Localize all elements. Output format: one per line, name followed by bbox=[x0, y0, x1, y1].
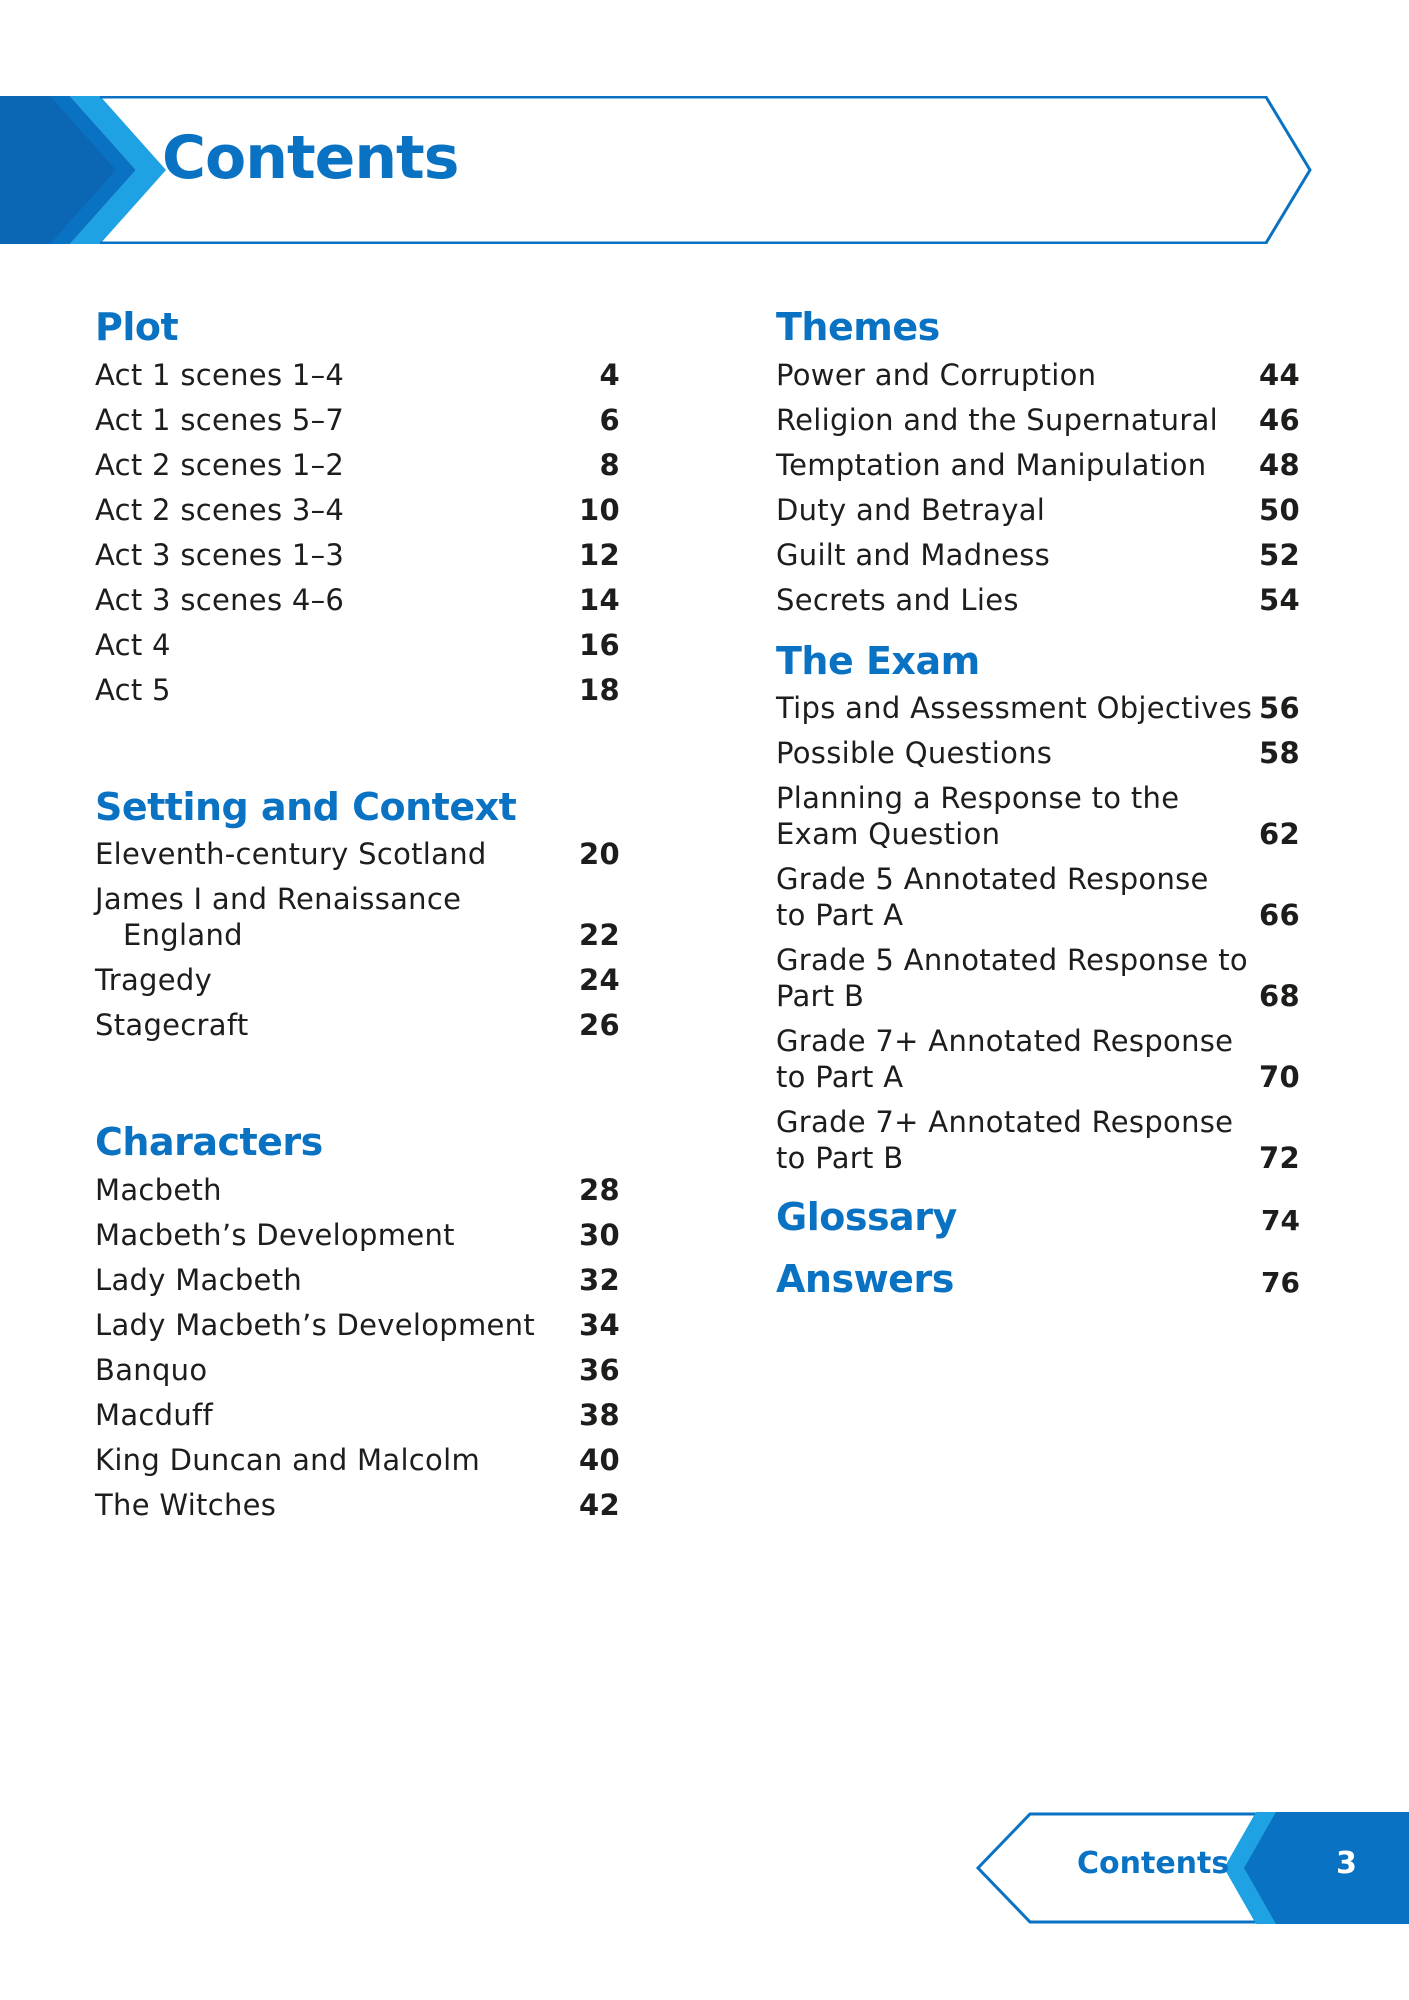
entry-page: 22 bbox=[579, 918, 620, 953]
entry-title: Guilt and Madness bbox=[776, 537, 1051, 572]
entry-page: 8 bbox=[599, 447, 620, 482]
entry-title-line-1: Grade 7+ Annotated Response bbox=[776, 1105, 1234, 1140]
entry-page: 26 bbox=[579, 1008, 620, 1043]
entry-title: Temptation and Manipulation bbox=[776, 447, 1207, 482]
entry-title-line-2: England bbox=[123, 918, 243, 953]
toc-entry[interactable] bbox=[776, 731, 1300, 776]
entry-title-line-1: James I and Renaissance bbox=[95, 882, 462, 917]
toc-entry[interactable] bbox=[95, 1483, 620, 1528]
toc-entry[interactable] bbox=[95, 1168, 620, 1213]
entry-page: 16 bbox=[579, 627, 620, 662]
contents-banner bbox=[0, 96, 1320, 244]
entry-page: 58 bbox=[1259, 736, 1300, 771]
entry-page: 66 bbox=[1259, 898, 1300, 933]
entry-title-line-1: Planning a Response to the bbox=[776, 781, 1180, 816]
entry-page: 74 bbox=[1261, 1204, 1300, 1238]
toc-entry[interactable] bbox=[95, 1348, 620, 1393]
toc-entry[interactable] bbox=[95, 1258, 620, 1303]
section-plot bbox=[95, 305, 620, 713]
toc-entry[interactable] bbox=[95, 1003, 620, 1048]
section-heading: The Exam bbox=[776, 638, 980, 683]
toc-entry[interactable] bbox=[95, 958, 620, 1003]
entry-title: Power and Corruption bbox=[776, 357, 1097, 392]
entry-title: Eleventh-century Scotland bbox=[95, 837, 487, 872]
footer-label: Contents bbox=[1077, 1846, 1230, 1881]
entry-page: 36 bbox=[579, 1352, 620, 1387]
toc-entry[interactable] bbox=[95, 668, 620, 713]
section-heading: Themes bbox=[776, 305, 940, 349]
section-heading: Answers bbox=[776, 1256, 954, 1301]
section-heading: Glossary bbox=[776, 1195, 957, 1240]
contents-right-column bbox=[776, 305, 1300, 1304]
entry-page: 48 bbox=[1259, 447, 1300, 482]
section-the-exam bbox=[776, 639, 1300, 1182]
toc-entry[interactable] bbox=[776, 686, 1300, 731]
toc-entry[interactable] bbox=[776, 1100, 1300, 1181]
footer-contents-tab[interactable] bbox=[976, 1812, 1409, 1924]
section-setting-and-context bbox=[95, 785, 620, 1049]
toc-entry-answers[interactable] bbox=[776, 1257, 1300, 1305]
entry-page: 30 bbox=[579, 1217, 620, 1252]
page-number: 3 bbox=[1336, 1846, 1357, 1881]
entry-title: Act 4 bbox=[95, 627, 171, 662]
entry-title: Tragedy bbox=[95, 963, 213, 998]
entry-page: 70 bbox=[1259, 1060, 1300, 1095]
entry-title: Lady Macbeth bbox=[95, 1262, 303, 1297]
entry-title-line-2: to Part A bbox=[776, 1060, 904, 1095]
entry-title: Banquo bbox=[95, 1352, 208, 1387]
entry-title-line-2: Exam Question bbox=[776, 817, 1001, 852]
toc-entry[interactable] bbox=[95, 1393, 620, 1438]
entry-title: Act 1 scenes 5–7 bbox=[95, 402, 345, 437]
entry-title: Act 1 scenes 1–4 bbox=[95, 357, 345, 392]
entry-page: 56 bbox=[1259, 691, 1300, 726]
entry-title: Secrets and Lies bbox=[776, 582, 1019, 617]
section-heading: Plot bbox=[95, 305, 179, 349]
section-characters bbox=[95, 1120, 620, 1528]
entry-page: 76 bbox=[1261, 1265, 1300, 1299]
entry-page: 46 bbox=[1259, 402, 1300, 437]
entry-page: 18 bbox=[579, 672, 620, 707]
section-themes bbox=[776, 305, 1300, 623]
entry-page: 38 bbox=[579, 1397, 620, 1432]
entry-page: 72 bbox=[1259, 1141, 1300, 1176]
entry-page: 28 bbox=[579, 1172, 620, 1207]
entry-title-line-2: Part B bbox=[776, 979, 865, 1014]
toc-entry[interactable] bbox=[95, 398, 620, 443]
entry-title: Stagecraft bbox=[95, 1008, 249, 1043]
toc-entry[interactable] bbox=[95, 1438, 620, 1483]
entry-title: Act 5 bbox=[95, 672, 171, 707]
entry-page: 6 bbox=[599, 402, 620, 437]
section-heading: Setting and Context bbox=[95, 784, 517, 829]
entry-page: 24 bbox=[579, 963, 620, 998]
toc-entry[interactable] bbox=[95, 533, 620, 578]
entry-page: 40 bbox=[579, 1442, 620, 1477]
toc-entry[interactable] bbox=[776, 443, 1300, 488]
entry-title: King Duncan and Malcolm bbox=[95, 1442, 481, 1477]
toc-entry[interactable] bbox=[776, 578, 1300, 623]
entry-page: 42 bbox=[579, 1487, 620, 1522]
entry-title: Act 3 scenes 1–3 bbox=[95, 537, 345, 572]
entry-title-line-1: Grade 7+ Annotated Response bbox=[776, 1024, 1234, 1059]
toc-entry[interactable] bbox=[776, 938, 1300, 1019]
entry-title: Macbeth bbox=[95, 1172, 222, 1207]
entry-title-line-2: to Part B bbox=[776, 1141, 904, 1176]
entry-page: 52 bbox=[1259, 537, 1300, 572]
toc-entry[interactable] bbox=[95, 443, 620, 488]
entry-page: 50 bbox=[1259, 492, 1300, 527]
entry-title: Macduff bbox=[95, 1397, 214, 1432]
page-title: Contents bbox=[162, 123, 459, 193]
toc-entry[interactable] bbox=[776, 488, 1300, 533]
entry-title: Possible Questions bbox=[776, 736, 1053, 771]
entry-title-line-1: Grade 5 Annotated Response to bbox=[776, 943, 1248, 978]
entry-title-line-1: Grade 5 Annotated Response bbox=[776, 862, 1209, 897]
entry-title-line-2: to Part A bbox=[776, 898, 904, 933]
toc-entry[interactable] bbox=[95, 623, 620, 668]
entry-page: 12 bbox=[579, 537, 620, 572]
entry-page: 34 bbox=[579, 1307, 620, 1342]
entry-title: Act 3 scenes 4–6 bbox=[95, 582, 345, 617]
toc-entry[interactable] bbox=[776, 353, 1300, 398]
toc-entry[interactable] bbox=[95, 1303, 620, 1348]
entry-page: 20 bbox=[579, 837, 620, 872]
toc-entry[interactable] bbox=[95, 488, 620, 533]
entry-title: Duty and Betrayal bbox=[776, 492, 1046, 527]
section-heading: Characters bbox=[95, 1120, 323, 1165]
entry-title: Tips and Assessment Objectives bbox=[776, 691, 1253, 726]
toc-entry[interactable] bbox=[95, 877, 620, 958]
toc-entry[interactable] bbox=[95, 353, 620, 398]
entry-title: Lady Macbeth’s Development bbox=[95, 1307, 536, 1342]
entry-title: Religion and the Supernatural bbox=[776, 402, 1219, 437]
entry-page: 54 bbox=[1259, 582, 1300, 617]
toc-entry[interactable] bbox=[95, 1213, 620, 1258]
toc-entry[interactable] bbox=[776, 776, 1300, 857]
entry-page: 10 bbox=[579, 492, 620, 527]
toc-entry[interactable] bbox=[776, 533, 1300, 578]
entry-title: Act 2 scenes 1–2 bbox=[95, 447, 345, 482]
toc-entry-glossary[interactable] bbox=[776, 1195, 1300, 1243]
entry-page: 4 bbox=[599, 357, 620, 392]
toc-entry[interactable] bbox=[95, 578, 620, 623]
entry-title: Act 2 scenes 3–4 bbox=[95, 492, 345, 527]
toc-entry[interactable] bbox=[95, 832, 620, 877]
entry-page: 62 bbox=[1259, 817, 1300, 852]
entry-page: 68 bbox=[1259, 979, 1300, 1014]
toc-entry[interactable] bbox=[776, 398, 1300, 443]
toc-entry[interactable] bbox=[776, 1019, 1300, 1100]
entry-page: 44 bbox=[1259, 357, 1300, 392]
contents-left-column bbox=[95, 305, 620, 1528]
entry-title: Macbeth’s Development bbox=[95, 1217, 455, 1252]
entry-title: The Witches bbox=[95, 1487, 277, 1522]
entry-page: 32 bbox=[579, 1262, 620, 1297]
entry-page: 14 bbox=[579, 582, 620, 617]
toc-entry[interactable] bbox=[776, 857, 1300, 938]
